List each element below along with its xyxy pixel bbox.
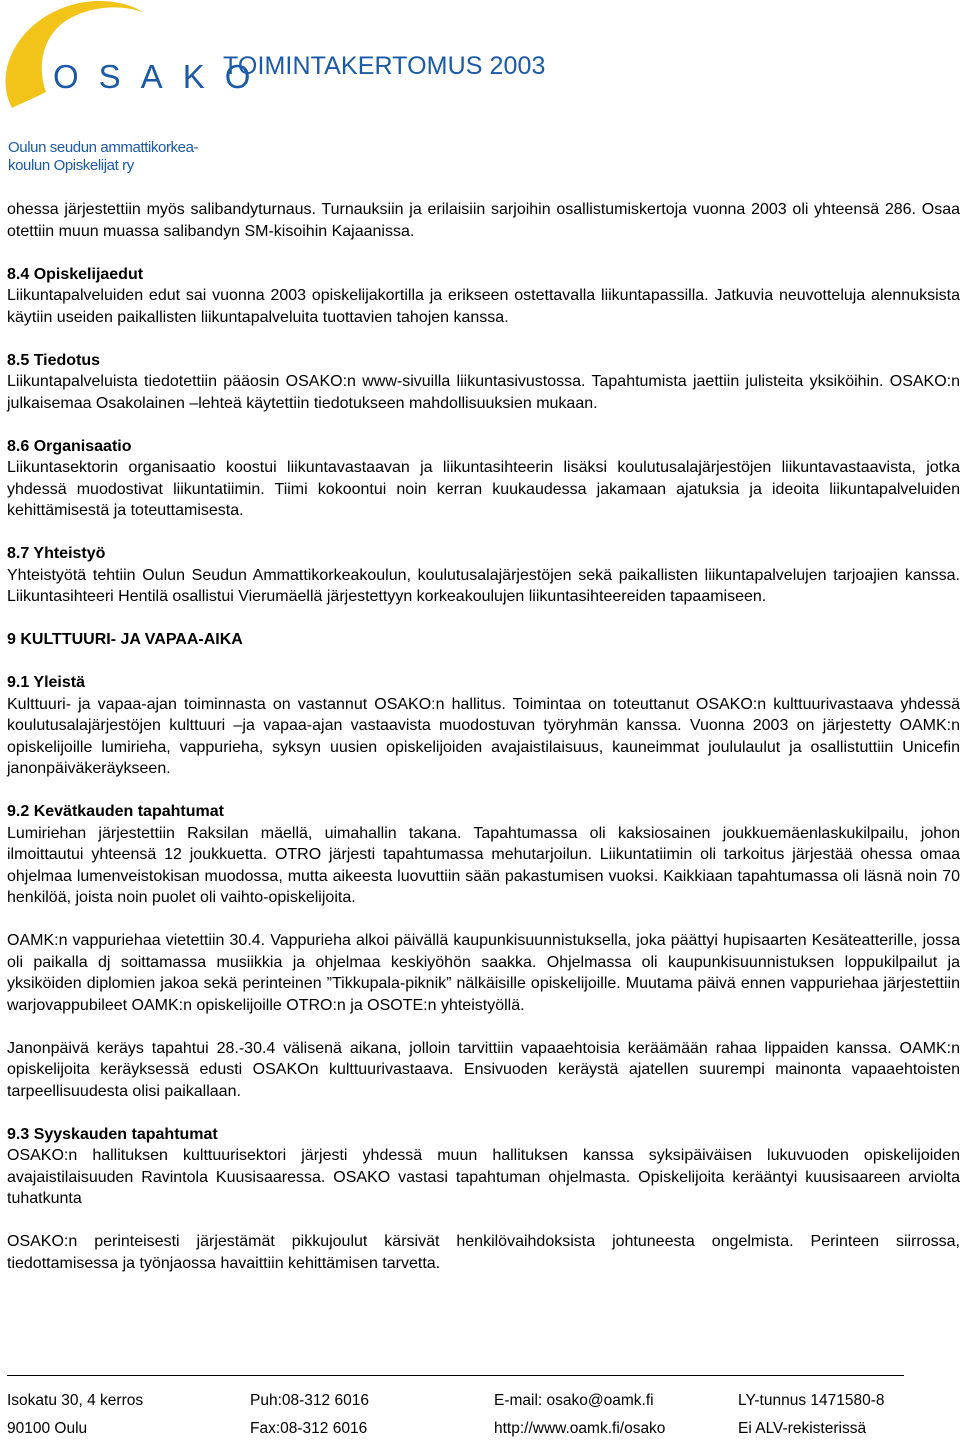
section-body-9-1: Kulttuuri- ja vapaa-ajan toiminnasta on vastannut OSAKO:n hallitus. Toimintaa on toteuttanut OSAKO:n kulttuurivastaava yhdessä koulutusalajärjestöjen kulttuuri –ja vapaa-ajan vastaavista muodostuvan työryhmän kanssa. Vuonna 2003 on järjestetty OAMK:n opiskelijoille lumirieha, vappurieha, syksyn uusien opiskelijoiden avajaistilaisuus, kauneimmat joululaulut ja osallistuttiin Unicefin janonpäiväkeräykseen. (7, 695, 960, 777)
logo-wordmark: OSAKO (53, 58, 271, 95)
osako-logo (0, 0, 271, 174)
document-title: TOIMINTAKERTOMUS 2003 (223, 52, 546, 80)
section-heading-8-6: 8.6 Organisaatio (7, 437, 132, 455)
section-9-2-paragraph-3: Janonpäivä keräys tapahtui 28.-30.4 välisenä aikana, jolloin tarvittiin vapaaehtoisia keräämään rahaa lippaiden kanssa. OAMK:n opiskelijoita keräyksessä edusti OSAKOn kulttuurivastaava. Ensivuoden keräystä ajatellen suurempi mainonta vapaaehtoisten tarpeellisuudesta olisi paikallaan. (7, 1039, 960, 1100)
page-footer (7, 1387, 960, 1443)
intro-paragraph: ohessa järjestettiin myös salibandyturnaus. Turnauksiin ja erilaisiin sarjoihin osallistumiskertoja vuonna 2003 oli yhteensä 286. Osaa otettiin muun muassa salibandyn SM-kisoihin Kajaanissa. (7, 201, 960, 240)
logo-subtitle-line1: Oulun seudun ammattikorkea- (8, 139, 199, 156)
footer-row (7, 1387, 960, 1415)
footer-business-id: LY-tunnus 1471580-8 (738, 1392, 885, 1409)
section-heading-9-1: 9.1 Yleistä (7, 674, 85, 691)
document-body (7, 199, 960, 1274)
section-heading-9-3: 9.3 Syyskauden tapahtumat (7, 1125, 218, 1143)
footer-email: E-mail: osako@oamk.fi (494, 1392, 654, 1409)
section-9-3-paragraph-2: OSAKO:n perinteisesti järjestämät pikkujoulut kärsivät henkilövaihdoksista johtuneesta ongelmista. Perinteen siirrossa, tiedottamisessa ja työnjaossa havaittiin kehittämisen tarvetta. (7, 1233, 960, 1272)
footer-website-link[interactable]: http://www.oamk.fi/osako (494, 1420, 666, 1437)
section-body-8-5: Liikuntapalveluista tiedotettiin pääosin OSAKO:n www-sivuilla liikuntasivustossa. Tapahtumista jaettiin julisteita yksiköihin. OSAKO:n julkaisemaa Osakolainen –lehteä käytettiin tiedotukseen mahdollisuuksien mukaan. (7, 373, 960, 412)
section-heading-8-5: 8.5 Tiedotus (7, 351, 101, 369)
footer-address: Isokatu 30, 4 kerros (7, 1392, 144, 1409)
section-9-2-paragraph-2: OAMK:n vappuriehaa vietettiin 30.4. Vappurieha alkoi päivällä kaupunkisuunnistuksella, joka päättyi hupisaarten Kesäteatterille, jossa oli paikalla dj soittamassa musiikkia ja ohjelmaa keskiyöhön saakka. Ohjelmassa oli kaupunkisuunnistuksen loppukilpailut ja yksiköiden diplomien jakoa sekä perinteinen ”Tikkupala-piknik” nälkäisille opiskelijoille. Muutama päivä ennen vappuriehaa järjestettiin warjovappubileet OAMK:n opiskelijoille OTRO:n ja OSOTE:n yhteistyöllä. (7, 932, 960, 1014)
logo-subtitle-line2: koulun Opiskelijat ry (8, 157, 134, 174)
footer-divider (7, 1375, 904, 1376)
footer-postal-address: 90100 Oulu (7, 1420, 88, 1437)
footer-vat-status: Ei ALV-rekisterissä (738, 1420, 867, 1437)
section-body-8-4: Liikuntapalveluiden edut sai vuonna 2003 opiskelijakortilla ja erikseen ostettavalla liikuntapassilla. Jatkuvia neuvotteluja alennuksista käytiin useiden paikallisten liikuntapalveluita tuottavien tahojen kanssa. (7, 287, 960, 326)
footer-fax: Fax:08-312 6016 (250, 1420, 368, 1437)
section-heading-8-4: 8.4 Opiskelijaedut (7, 265, 144, 283)
section-9-2-paragraph-1: Lumiriehan järjestettiin Raksilan mäellä, uimahallin takana. Tapahtumassa oli kaksiosainen joukkuemäenlaskukilpailu, johon ilmoittautui yhteensä 12 joukkuetta. OTRO järjesti tapahtumassa mehutarjoilun. Liikuntatiimin oli tarkoitus järjestää ohessa omaa ohjelmaa lumenveistokisan muodossa, mutta aikeesta luovuttiin sään pakastumisen vuoksi. Kaikkiaan tapahtumassa oli läsnä noin 70 henkilöä, joista noin puolet oli vaihto-opiskelijoita. (7, 824, 960, 906)
section-heading-8-7: 8.7 Yhteistyö (7, 545, 106, 562)
page-header (0, 0, 960, 185)
chapter-heading-9: 9 KULTTUURI- JA VAPAA-AIKA (7, 631, 243, 648)
section-heading-9-2: 9.2 Kevätkauden tapahtumat (7, 803, 224, 820)
section-body-8-7: Yhteistyötä tehtiin Oulun Seudun Ammattikorkeakoulun, koulutusalajärjestöjen sekä paikallisten liikuntapalvelujen tarjoajien kanssa. Liikuntasihteeri Hentilä osallistui Vierumäellä järjestettyyn korkeakoulujen liikuntasihteereiden tapaamiseen. (7, 566, 960, 605)
section-9-3-paragraph-1: OSAKO:n hallituksen kulttuurisektori järjesti yhdessä muun hallituksen kanssa syksipäiväisen lukuvuoden opiskelijoiden avajaistilaisuuden Ravintola Kuusisaaressa. OSAKO vastasi tapahtuman ohjelmasta. Opiskelijoita kerääntyi kuusisaareen arviolta tuhatkunta (7, 1147, 960, 1207)
footer-phone: Puh:08-312 6016 (250, 1392, 369, 1409)
footer-row (7, 1415, 960, 1443)
section-body-8-6: Liikuntasektorin organisaatio koostui liikuntavastaavan ja liikuntasihteerin lisäksi koulutusalajärjestöjen liikuntavastaavista, jotka yhdessä muodostivat liikuntatiimin. Tiimi kokoontui noin kerran kuukaudessa jakamaan ajatuksia ja ideoita liikuntapalveluiden kehittämisestä ja toteuttamisesta. (7, 459, 960, 519)
